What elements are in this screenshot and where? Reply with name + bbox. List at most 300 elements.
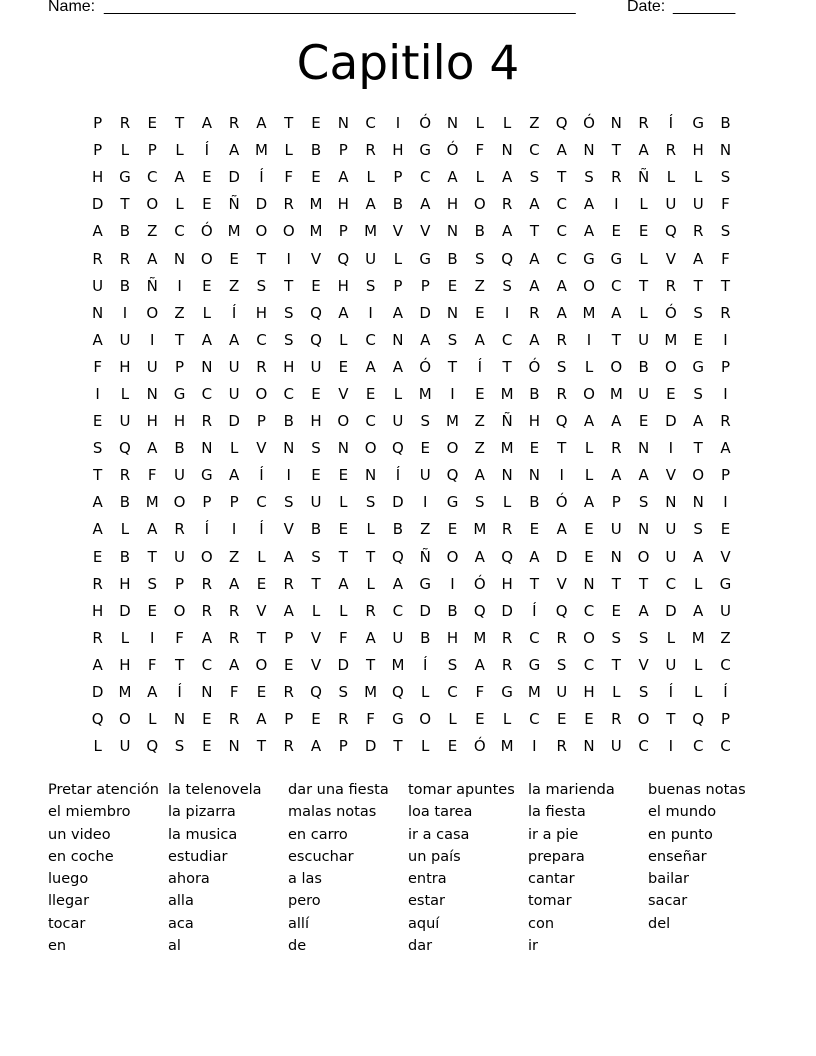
word-column: [168, 779, 288, 957]
grid-letter: A: [611, 303, 622, 322]
grid-letter: O: [255, 384, 268, 403]
grid-letter: A: [583, 493, 595, 512]
grid-letter: Ñ: [146, 276, 158, 295]
date-blank-line: _______: [673, 0, 736, 15]
grid-letter: R: [92, 574, 103, 593]
grid-letter: R: [283, 737, 294, 756]
grid-letter: A: [229, 655, 240, 674]
grid-letter: L: [120, 628, 130, 647]
grid-letter: U: [119, 330, 131, 349]
grid-letter: I: [450, 574, 455, 593]
grid-letter: Q: [392, 547, 404, 566]
grid-letter: O: [446, 547, 459, 566]
grid-letter: A: [693, 601, 704, 620]
grid-row: [84, 706, 740, 733]
grid-letter: B: [310, 520, 322, 539]
grid-letter: H: [92, 168, 104, 187]
grid-letter: V: [310, 628, 322, 647]
word-column: [48, 779, 168, 957]
grid-letter: N: [637, 520, 650, 539]
grid-letter: P: [611, 493, 621, 512]
grid-letter: H: [692, 141, 704, 160]
grid-letter: A: [529, 195, 540, 214]
grid-letter: L: [93, 737, 102, 756]
grid-row: [84, 571, 740, 598]
grid-letter: Ó: [419, 357, 432, 376]
grid-letter: A: [365, 195, 376, 214]
grid-letter: Q: [555, 412, 568, 431]
grid-letter: Z: [420, 520, 431, 539]
grid-letter: S: [447, 330, 458, 349]
grid-letter: T: [611, 141, 621, 160]
grid-letter: C: [692, 737, 704, 756]
grid-letter: S: [475, 249, 485, 268]
grid-letter: A: [392, 303, 404, 322]
grid-letter: U: [310, 493, 322, 512]
grid-letter: R: [529, 303, 540, 322]
grid-letter: N: [446, 222, 459, 241]
grid-letter: E: [202, 737, 212, 756]
grid-letter: E: [202, 168, 212, 187]
grid-letter: Ñ: [637, 168, 650, 187]
grid-letter: Q: [91, 710, 104, 729]
grid-letter: B: [420, 628, 431, 647]
grid-letter: A: [92, 655, 103, 674]
grid-row: [84, 408, 740, 435]
grid-letter: S: [283, 330, 294, 349]
grid-letter: E: [147, 601, 157, 620]
grid-letter: L: [502, 710, 512, 729]
grid-letter: U: [146, 357, 158, 376]
grid-letter: F: [366, 710, 375, 729]
grid-row: [84, 679, 740, 706]
word-list-item: estar: [408, 893, 446, 910]
grid-letter: H: [392, 141, 404, 160]
grid-letter: U: [392, 628, 404, 647]
grid-letter: Q: [310, 303, 322, 322]
grid-letter: S: [256, 276, 267, 295]
grid-letter: S: [556, 655, 567, 674]
grid-letter: S: [311, 439, 321, 458]
grid-letter: G: [119, 168, 131, 187]
grid-letter: H: [337, 276, 349, 295]
grid-letter: B: [119, 493, 131, 512]
grid-letter: L: [639, 195, 648, 214]
grid-letter: Í: [204, 520, 210, 539]
grid-letter: R: [720, 412, 731, 431]
grid-letter: M: [500, 737, 514, 756]
grid-letter: V: [256, 439, 267, 458]
grid-letter: N: [583, 737, 595, 756]
grid-letter: R: [92, 628, 103, 647]
grid-letter: U: [119, 737, 131, 756]
grid-letter: C: [392, 601, 404, 620]
grid-letter: D: [119, 601, 131, 620]
grid-letter: B: [119, 547, 131, 566]
grid-letter: A: [611, 466, 622, 485]
grid-letter: O: [473, 195, 486, 214]
grid-letter: A: [229, 466, 240, 485]
grid-letter: Z: [228, 547, 240, 566]
grid-letter: L: [666, 628, 676, 647]
grid-letter: I: [150, 628, 155, 647]
grid-letter: T: [256, 737, 267, 756]
grid-letter: L: [148, 710, 157, 729]
grid-letter: Í: [204, 141, 210, 160]
grid-letter: A: [283, 601, 294, 620]
grid-letter: A: [147, 249, 158, 268]
grid-letter: I: [286, 249, 291, 268]
grid-letter: C: [365, 114, 376, 133]
word-list-item: luego: [48, 871, 89, 888]
grid-letter: C: [583, 601, 595, 620]
grid-row: [84, 516, 740, 543]
grid-letter: O: [146, 303, 159, 322]
grid-letter: N: [173, 249, 186, 268]
grid-letter: E: [420, 439, 430, 458]
grid-letter: M: [364, 683, 378, 702]
grid-letter: L: [584, 466, 594, 485]
grid-letter: A: [474, 330, 485, 349]
grid-letter: A: [229, 574, 240, 593]
grid-letter: E: [638, 412, 649, 431]
grid-letter: Z: [174, 303, 185, 322]
grid-letter: C: [147, 168, 158, 187]
grid-letter: P: [393, 276, 403, 295]
grid-letter: G: [201, 466, 213, 485]
grid-letter: R: [556, 384, 567, 403]
grid-letter: E: [611, 601, 622, 620]
grid-letter: E: [365, 384, 376, 403]
grid-letter: C: [201, 655, 213, 674]
grid-letter: A: [92, 330, 103, 349]
grid-letter: M: [500, 439, 514, 458]
grid-letter: L: [502, 493, 512, 512]
grid-letter: M: [418, 384, 432, 403]
grid-letter: C: [529, 141, 540, 160]
grid-letter: Q: [555, 601, 568, 620]
grid-letter: A: [201, 330, 212, 349]
grid-letter: O: [364, 439, 377, 458]
word-list-item: ir: [528, 938, 538, 955]
word-list-item: allí: [288, 915, 309, 932]
word-list-item: en punto: [648, 826, 713, 843]
grid-letter: C: [556, 222, 567, 241]
grid-letter: R: [556, 737, 567, 756]
grid-letter: G: [610, 249, 623, 268]
grid-letter: Ó: [528, 357, 541, 376]
grid-letter: N: [637, 439, 650, 458]
grid-letter: F: [175, 628, 184, 647]
grid-letter: I: [95, 384, 100, 403]
grid-letter: T: [366, 655, 376, 674]
grid-letter: C: [556, 249, 567, 268]
grid-letter: Q: [392, 683, 404, 702]
grid-letter: E: [338, 520, 349, 539]
grid-letter: E: [92, 547, 103, 566]
grid-letter: L: [393, 384, 403, 403]
grid-letter: H: [255, 303, 268, 322]
grid-letter: U: [419, 466, 431, 485]
grid-letter: E: [283, 655, 294, 674]
grid-letter: P: [256, 412, 266, 431]
name-label: Name:: [48, 0, 96, 15]
grid-letter: Q: [392, 439, 404, 458]
grid-letter: N: [201, 357, 213, 376]
grid-letter: Ñ: [228, 195, 240, 214]
word-list-item: a las: [288, 871, 322, 888]
grid-letter: S: [365, 493, 376, 512]
word-list-item: tomar: [528, 893, 572, 910]
grid-letter: G: [583, 249, 595, 268]
grid-letter: O: [173, 601, 186, 620]
grid-letter: R: [228, 710, 240, 729]
grid-letter: C: [365, 412, 376, 431]
grid-letter: E: [229, 249, 239, 268]
grid-letter: A: [693, 547, 704, 566]
grid-letter: L: [666, 168, 676, 187]
grid-letter: E: [311, 384, 321, 403]
grid-letter: H: [119, 574, 131, 593]
grid-letter: E: [556, 710, 567, 729]
grid-letter: D: [555, 547, 568, 566]
grid-letter: M: [473, 628, 487, 647]
grid-letter: U: [610, 520, 622, 539]
grid-letter: M: [446, 412, 459, 431]
grid-row: [84, 598, 740, 625]
grid-letter: H: [501, 574, 513, 593]
word-list-item: el mundo: [648, 804, 717, 821]
word-list-item: escuchar: [288, 848, 354, 865]
grid-letter: S: [147, 574, 157, 593]
grid-letter: S: [638, 628, 649, 647]
grid-letter: Í: [177, 683, 182, 702]
word-list-item: la marienda: [528, 782, 615, 798]
grid-letter: Ñ: [419, 547, 431, 566]
grid-letter: S: [502, 276, 512, 295]
word-list-item: en coche: [48, 848, 114, 865]
grid-letter: A: [501, 222, 513, 241]
grid-letter: A: [529, 547, 540, 566]
grid-letter: T: [147, 547, 157, 566]
grid-letter: P: [393, 168, 403, 187]
grid-letter: L: [175, 195, 184, 214]
grid-letter: B: [529, 493, 540, 512]
grid-letter: T: [174, 655, 185, 674]
grid-row: [84, 245, 740, 272]
grid-letter: T: [693, 276, 703, 295]
grid-letter: L: [475, 168, 484, 187]
grid-letter: E: [202, 710, 212, 729]
grid-letter: O: [583, 384, 595, 403]
grid-letter: R: [556, 628, 567, 647]
word-list-item: alla: [168, 893, 194, 910]
grid-letter: Ó: [473, 737, 486, 756]
word-list-item: ir a casa: [408, 826, 470, 843]
grid-letter: R: [201, 601, 213, 620]
grid-letter: R: [283, 574, 294, 593]
grid-letter: E: [338, 357, 349, 376]
grid-letter: A: [501, 168, 513, 187]
grid-letter: Q: [664, 222, 677, 241]
grid-letter: C: [283, 384, 294, 403]
grid-letter: S: [283, 303, 294, 322]
grid-letter: L: [339, 330, 348, 349]
grid-letter: E: [611, 222, 622, 241]
grid-letter: G: [692, 114, 704, 133]
word-column: [648, 779, 768, 957]
grid-letter: I: [395, 114, 401, 133]
word-list-item: malas notas: [288, 804, 377, 821]
grid-letter: E: [447, 737, 458, 756]
grid-letter: U: [665, 195, 677, 214]
grid-letter: H: [337, 195, 349, 214]
grid-letter: G: [446, 493, 459, 512]
grid-row: [84, 164, 740, 191]
grid-letter: A: [556, 520, 567, 539]
grid-letter: A: [229, 330, 240, 349]
grid-letter: G: [419, 141, 432, 160]
grid-letter: N: [446, 303, 459, 322]
grid-letter: P: [338, 737, 348, 756]
grid-letter: A: [147, 683, 158, 702]
word-list-item: en carro: [288, 826, 348, 843]
grid-letter: R: [501, 195, 513, 214]
grid-letter: F: [147, 466, 157, 485]
grid-letter: F: [721, 249, 730, 268]
grid-letter: U: [719, 601, 731, 620]
grid-letter: H: [146, 412, 158, 431]
grid-letter: P: [284, 628, 294, 647]
grid-letter: S: [693, 303, 703, 322]
grid-letter: A: [556, 303, 567, 322]
grid-letter: N: [92, 303, 104, 322]
grid-letter: B: [638, 357, 649, 376]
grid-letter: T: [529, 574, 539, 593]
grid-letter: D: [91, 683, 104, 702]
grid-letter: I: [122, 303, 128, 322]
grid-letter: P: [93, 114, 103, 133]
grid-letter: T: [256, 628, 267, 647]
grid-letter: T: [557, 439, 567, 458]
grid-letter: B: [283, 412, 294, 431]
grid-letter: N: [446, 114, 459, 133]
word-list-item: llegar: [48, 893, 90, 910]
grid-letter: R: [228, 628, 240, 647]
grid-letter: Í: [532, 601, 537, 620]
grid-letter: L: [120, 520, 130, 539]
grid-row: [84, 300, 740, 327]
grid-row: [84, 544, 740, 571]
grid-letter: O: [200, 547, 213, 566]
grid-letter: A: [201, 628, 212, 647]
grid-letter: R: [283, 195, 294, 214]
grid-letter: M: [227, 222, 241, 241]
grid-letter: F: [721, 195, 730, 214]
word-list-item: aca: [168, 915, 194, 932]
grid-letter: O: [637, 710, 650, 729]
grid-letter: V: [638, 655, 649, 674]
grid-letter: Ó: [419, 114, 432, 133]
grid-letter: E: [638, 222, 649, 241]
grid-letter: E: [202, 276, 212, 295]
grid-letter: P: [147, 141, 157, 160]
grid-letter: R: [119, 466, 131, 485]
word-list-item: en: [48, 938, 67, 955]
grid-letter: Ñ: [501, 412, 513, 431]
grid-letter: R: [174, 520, 185, 539]
grid-letter: L: [584, 357, 594, 376]
grid-letter: U: [92, 276, 104, 295]
grid-letter: B: [720, 114, 731, 133]
grid-letter: Z: [228, 276, 240, 295]
grid-letter: A: [365, 357, 376, 376]
grid-letter: T: [174, 114, 185, 133]
grid-letter: T: [256, 249, 267, 268]
grid-letter: Ó: [583, 114, 595, 133]
word-list-item: la telenovela: [168, 782, 262, 798]
grid-row: [84, 652, 740, 679]
header-line: [48, 0, 748, 20]
grid-letter: L: [694, 683, 703, 702]
grid-letter: S: [92, 439, 103, 458]
grid-letter: M: [527, 683, 541, 702]
grid-row: [84, 191, 740, 218]
grid-letter: T: [720, 276, 731, 295]
grid-letter: L: [421, 737, 430, 756]
grid-letter: M: [145, 493, 159, 512]
word-list-item: un video: [48, 826, 111, 843]
word-list-item: cantar: [528, 871, 575, 888]
grid-letter: N: [283, 439, 295, 458]
grid-letter: U: [228, 357, 240, 376]
grid-letter: P: [175, 357, 185, 376]
grid-letter: O: [664, 357, 677, 376]
grid-letter: C: [529, 628, 540, 647]
grid-letter: H: [583, 683, 595, 702]
grid-letter: C: [583, 655, 595, 674]
grid-letter: L: [120, 384, 130, 403]
grid-letter: L: [229, 439, 239, 458]
grid-letter: A: [92, 222, 103, 241]
grid-letter: B: [119, 276, 131, 295]
grid-letter: O: [119, 710, 131, 729]
grid-letter: A: [147, 520, 158, 539]
grid-letter: A: [392, 574, 404, 593]
grid-letter: V: [310, 655, 322, 674]
grid-letter: C: [638, 737, 649, 756]
grid-letter: T: [366, 547, 376, 566]
grid-letter: C: [665, 574, 677, 593]
grid-letter: E: [202, 195, 212, 214]
grid-letter: D: [392, 493, 404, 512]
grid-letter: E: [584, 547, 594, 566]
grid-letter: H: [310, 412, 322, 431]
grid-letter: T: [93, 466, 103, 485]
grid-letter: B: [447, 601, 458, 620]
grid-letter: Q: [501, 547, 513, 566]
grid-letter: Z: [474, 439, 485, 458]
grid-letter: M: [609, 384, 623, 403]
grid-letter: S: [283, 493, 294, 512]
grid-letter: T: [611, 574, 621, 593]
grid-row: [84, 110, 740, 137]
word-list-item: entra: [408, 871, 447, 888]
grid-letter: I: [532, 737, 537, 756]
grid-letter: U: [392, 412, 404, 431]
grid-letter: D: [255, 195, 268, 214]
grid-letter: S: [556, 357, 567, 376]
